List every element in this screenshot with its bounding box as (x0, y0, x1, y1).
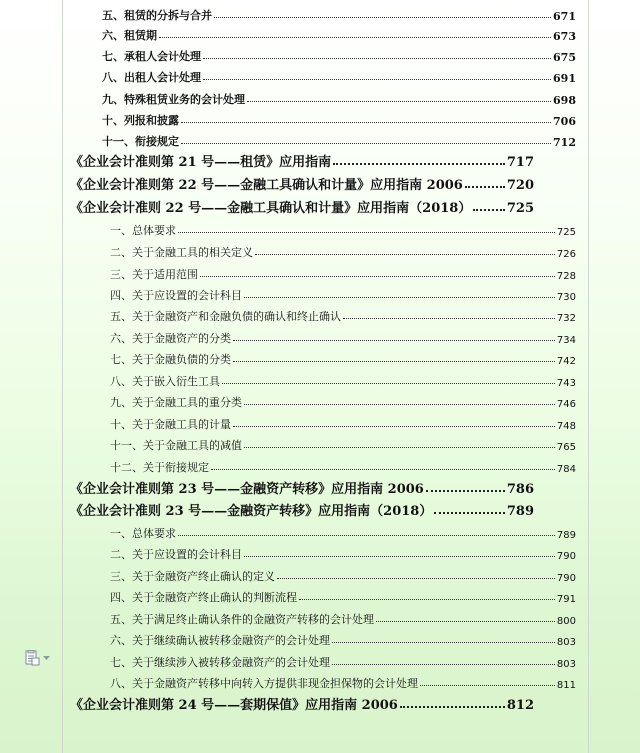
toc-chapter-entry[interactable] (70, 150, 534, 170)
toc-entry-page: 812 (506, 698, 534, 713)
toc-leader-dots (244, 296, 555, 298)
toc-entry-page: 675 (553, 51, 576, 64)
toc-subentry[interactable] (110, 628, 576, 648)
toc-entry-page: 734 (556, 335, 576, 346)
toc-leader-dots (332, 663, 555, 665)
toc-entry-page: 712 (553, 136, 576, 149)
toc-leader-dots (181, 142, 551, 144)
toc-subentry[interactable] (110, 304, 576, 324)
toc-entry-title: 四、关于应设置的会计科目 (110, 289, 242, 302)
toc-entry-page: 742 (556, 356, 576, 367)
toc-entry-title: 十一、衔接规定 (102, 135, 179, 148)
toc-entry-title: 《企业会计准则第 21 号——租赁》应用指南 (70, 155, 332, 170)
toc-leader-dots (178, 534, 555, 536)
toc-entry[interactable] (102, 129, 576, 149)
toc-leader-dots (233, 425, 555, 427)
toc-entry-page: 786 (506, 482, 534, 497)
toc-subentry[interactable] (110, 347, 576, 367)
paste-options-icon (24, 650, 40, 666)
toc-entry-title: 十二、关于衔接规定 (110, 461, 209, 474)
paste-options-button[interactable] (24, 650, 54, 666)
toc-entry[interactable] (102, 87, 576, 107)
toc-leader-dots (434, 511, 505, 514)
toc-leader-dots (343, 317, 555, 319)
toc-subentry[interactable] (110, 607, 576, 627)
toc-subentry[interactable] (110, 412, 576, 432)
chevron-down-icon (43, 656, 50, 661)
toc-subentry[interactable] (110, 650, 576, 670)
toc-entry-page: 673 (553, 30, 576, 43)
toc-subentry[interactable] (110, 369, 576, 389)
toc-leader-dots (181, 121, 551, 123)
toc-entry-page: 720 (506, 178, 534, 193)
toc-subentry[interactable] (110, 326, 576, 346)
toc-chapter-entry[interactable] (70, 693, 534, 713)
toc-chapter-entry[interactable] (70, 477, 534, 497)
toc-leader-dots (200, 275, 555, 277)
toc-leader-dots (233, 339, 555, 341)
toc-entry-title: 《企业会计准则第 23 号——金融资产转移》应用指南 2006 (70, 482, 424, 497)
toc-entry-page: 791 (556, 594, 576, 605)
toc-entry-page: 748 (556, 421, 576, 432)
toc-entry-page: 671 (553, 10, 576, 23)
toc-entry-page: 725 (506, 201, 534, 216)
toc-leader-dots (299, 598, 555, 600)
toc-entry-title: 九、关于金融工具的重分类 (110, 396, 242, 409)
toc-subentry[interactable] (110, 390, 576, 410)
toc-entry-title: 五、关于满足终止确认条件的金融资产转移的会计处理 (110, 613, 374, 626)
toc-subentry[interactable] (110, 433, 576, 453)
toc-entry-page: 725 (556, 227, 576, 238)
toc-leader-dots (255, 253, 555, 255)
toc-leader-dots (400, 705, 505, 708)
toc-leader-dots (420, 684, 555, 686)
toc-entry-title: 六、关于继续确认被转移金融资产的会计处理 (110, 634, 330, 647)
toc-entry-page: 730 (556, 292, 576, 303)
toc-subentry[interactable] (110, 283, 576, 303)
toc-entry[interactable] (102, 44, 576, 64)
toc-entry-title: 九、特殊租赁业务的会计处理 (102, 93, 245, 106)
toc-entry-title: 七、承租人会计处理 (102, 50, 201, 63)
toc-leader-dots (376, 620, 555, 622)
toc-entry-page: 765 (556, 442, 576, 453)
toc-subentry[interactable] (110, 521, 576, 541)
toc-entry-title: 三、关于金融资产终止确认的定义 (110, 570, 275, 583)
toc-entry-title: 七、关于金融负债的分类 (110, 353, 231, 366)
toc-entry-page: 789 (556, 530, 576, 541)
toc-entry-title: 一、总体要求 (110, 224, 176, 237)
toc-entry-page: 790 (556, 551, 576, 562)
toc-subentry[interactable] (110, 585, 576, 605)
toc-entry-title: 六、租赁期 (102, 29, 157, 42)
toc-leader-dots (473, 208, 505, 211)
toc-leader-dots (465, 185, 505, 188)
toc-entry-page: 698 (553, 94, 576, 107)
toc-entry-title: 五、关于金融资产和金融负债的确认和终止确认 (110, 310, 341, 323)
toc-chapter-entry[interactable] (70, 173, 534, 193)
toc-subentry[interactable] (110, 542, 576, 562)
toc-leader-dots (178, 231, 555, 233)
toc-entry-title: 《企业会计准则 22 号——金融工具确认和计量》应用指南（2018） (70, 201, 472, 216)
page-right-edge (588, 0, 589, 753)
toc-entry-page: 726 (556, 249, 576, 260)
toc-entry-page: 790 (556, 573, 576, 584)
toc-entry-page: 811 (556, 680, 576, 691)
toc-entry-title: 十、关于金融工具的计量 (110, 418, 231, 431)
toc-leader-dots (159, 36, 551, 38)
toc-entry-title: 六、关于金融资产的分类 (110, 332, 231, 345)
toc-entry-page: 732 (556, 313, 576, 324)
toc-entry-title: 五、租赁的分拆与合并 (102, 9, 212, 22)
page-left-edge (62, 0, 63, 753)
toc-entry-title: 一、总体要求 (110, 527, 176, 540)
toc-leader-dots (203, 57, 551, 59)
toc-subentry[interactable] (110, 218, 576, 238)
toc-entry-page: 803 (556, 659, 576, 670)
toc-entry-page: 717 (506, 155, 534, 170)
toc-leader-dots (214, 16, 551, 18)
toc-entry-page: 728 (556, 271, 576, 282)
toc-entry-page: 691 (553, 72, 576, 85)
toc-entry[interactable] (102, 108, 576, 128)
toc-leader-dots (277, 577, 555, 579)
toc-entry-title: 八、出租人会计处理 (102, 71, 201, 84)
toc-leader-dots (244, 403, 555, 405)
toc-subentry[interactable] (110, 262, 576, 282)
toc-entry-page: 784 (556, 464, 576, 475)
toc-subentry[interactable] (110, 240, 576, 260)
toc-entry-page: 743 (556, 378, 576, 389)
toc-chapter-entry[interactable] (70, 499, 534, 519)
toc-entry[interactable] (102, 23, 576, 43)
toc-leader-dots (203, 78, 551, 80)
toc-leader-dots (222, 382, 555, 384)
toc-entry-title: 《企业会计准则第 22 号——金融工具确认和计量》应用指南 2006 (70, 178, 463, 193)
toc-leader-dots (332, 641, 555, 643)
toc-leader-dots (333, 162, 505, 165)
toc-entry[interactable] (102, 3, 576, 23)
toc-subentry[interactable] (110, 455, 576, 475)
toc-entry-page: 706 (553, 115, 576, 128)
toc-leader-dots (247, 100, 551, 102)
toc-leader-dots (211, 468, 555, 470)
toc-entry-page: 803 (556, 637, 576, 648)
toc-entry-title: 三、关于适用范围 (110, 268, 198, 281)
toc-chapter-entry[interactable] (70, 196, 534, 216)
toc-leader-dots (233, 360, 555, 362)
toc-entry-page: 789 (506, 504, 534, 519)
toc-entry[interactable] (102, 65, 576, 85)
toc-entry-title: 十一、关于金融工具的减值 (110, 439, 242, 452)
toc-entry-page: 800 (556, 616, 576, 627)
toc-entry-title: 七、关于继续涉入被转移金融资产的会计处理 (110, 656, 330, 669)
toc-leader-dots (244, 446, 555, 448)
toc-entry-title: 四、关于金融资产终止确认的判断流程 (110, 591, 297, 604)
toc-entry-title: 十、列报和披露 (102, 114, 179, 127)
toc-entry-title: 二、关于金融工具的相关定义 (110, 246, 253, 259)
toc-entry-title: 八、关于金融资产转移中向转入方提供非现金担保物的会计处理 (110, 677, 418, 690)
toc-leader-dots (244, 555, 555, 557)
toc-entry-title: 八、关于嵌入衍生工具 (110, 375, 220, 388)
toc-entry-page: 746 (556, 399, 576, 410)
toc-subentry[interactable] (110, 564, 576, 584)
toc-entry-title: 二、关于应设置的会计科目 (110, 548, 242, 561)
toc-entry-title: 《企业会计准则第 24 号——套期保值》应用指南 2006 (70, 698, 398, 713)
toc-leader-dots (426, 489, 505, 492)
toc-entry-title: 《企业会计准则 23 号——金融资产转移》应用指南（2018） (70, 504, 433, 519)
toc-subentry[interactable] (110, 671, 576, 691)
